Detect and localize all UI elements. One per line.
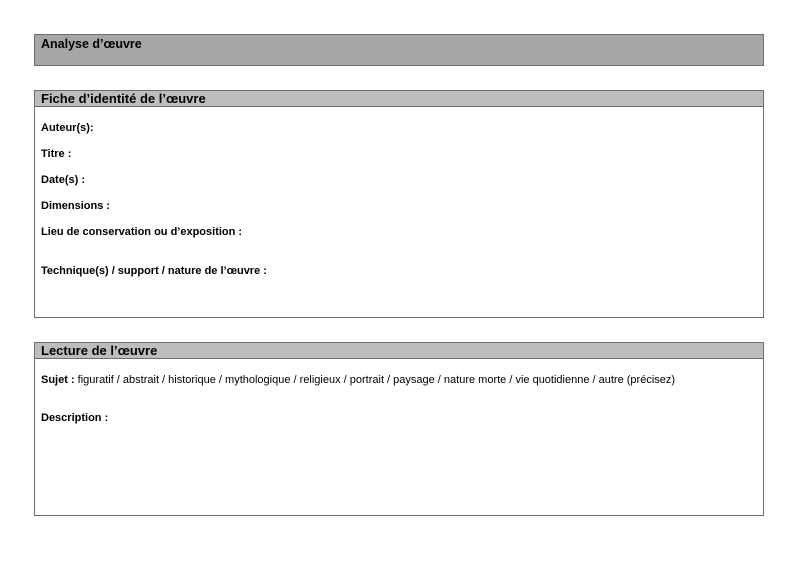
description-field-label: Description : (41, 412, 109, 424)
technique-field-label: Technique(s) / support / nature de l’œuvre : (41, 265, 267, 277)
document-title: Analyse d’œuvre (41, 37, 142, 51)
author-field-label: Auteur(s): (41, 122, 94, 134)
dates-field-label: Date(s) : (41, 174, 86, 186)
title-field-label: Titre : (41, 148, 72, 160)
subject-field (41, 374, 675, 386)
reading-section (34, 342, 764, 516)
location-field-label: Lieu de conservation ou d’exposition : (41, 226, 243, 238)
reading-section-header: Lecture de l’œuvre (35, 343, 763, 359)
identity-section-header: Fiche d’identité de l’œuvre (35, 91, 763, 107)
subject-options: figuratif / abstrait / historique / mythologique / religieux / portrait / paysage / nature morte / vie quotidienne / autre (précisez) (74, 374, 676, 386)
subject-field-label: Sujet : (41, 374, 75, 386)
identity-card-section (34, 90, 764, 318)
document-title-box (34, 34, 764, 66)
dimensions-field-label: Dimensions : (41, 200, 111, 212)
